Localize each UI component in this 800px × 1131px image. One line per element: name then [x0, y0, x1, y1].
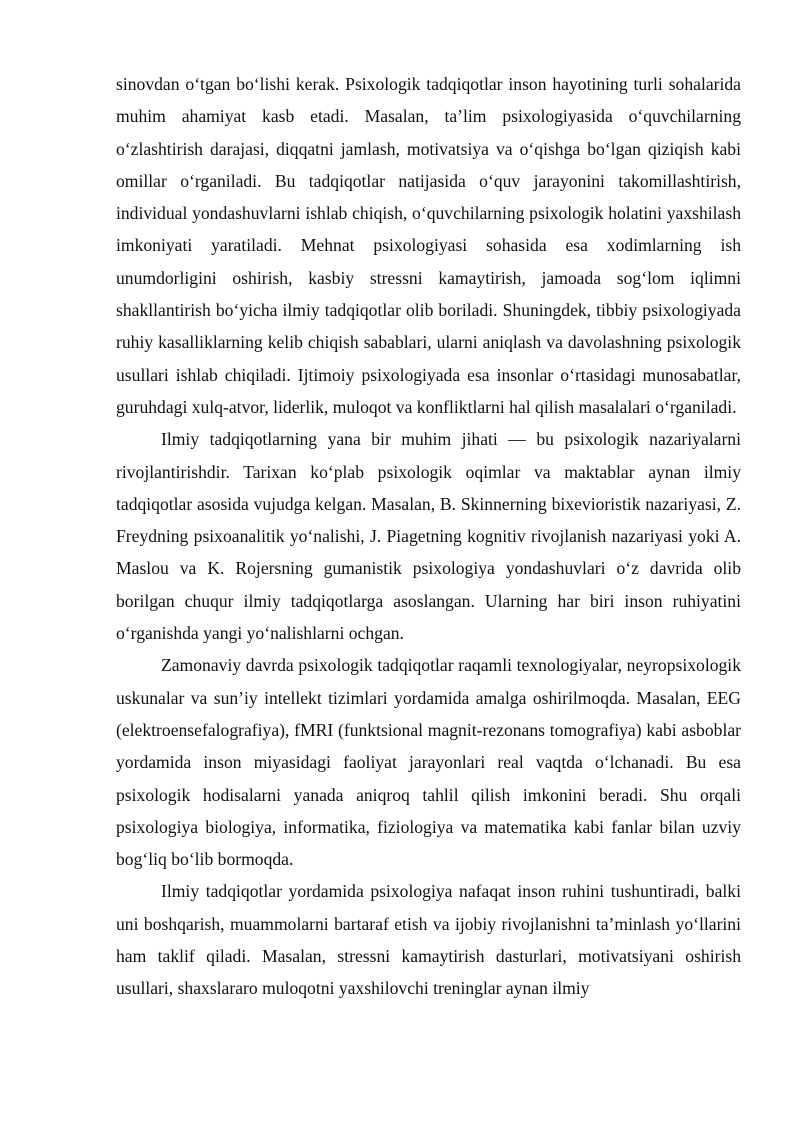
paragraph-3: Zamonaviy davrda psixologik tadqiqotlar raqamli texnologiyalar, neyropsixologik uskunalar va sun’iy intellekt tizimlari yordamida amalga oshirilmoqda. Masalan, EEG (elektroensefalografiya), fMRI (funktsional magnit-rezonans tomografiya) kabi asboblar yordamida inson miyasidagi faoliyat jarayonlari real vaqtda o‘lchanadi. Bu esa psixologik hodisalarni yanada aniqroq tahlil qilish imkonini beradi. Shu orqali psixologiya biologiya, informatika, fiziologiya va matematika kabi fanlar bilan uzviy bog‘liq bo‘lib bormoqda.: [116, 655, 741, 870]
paragraph-2: Ilmiy tadqiqotlarning yana bir muhim jihati — bu psixologik nazariyalarni rivojlantirishdir. Tarixan ko‘plab psixologik oqimlar va maktablar aynan ilmiy tadqiqotlar asosida vujudga kelgan. Masalan, B. Skinnerning bixevioristik nazariyasi, Z. Freydning psixoanalitik yo‘nalishi, J. Piagetning kognitiv rivojlanish nazariyasi yoki A. Maslou va K. Rojersning gumanistik psixologiya yondashuvlari o‘z davrida olib borilgan chuqur ilmiy tadqiqotlarga asoslangan. Ularning har biri inson ruhiyatini o‘rganishda yangi yo‘nalishlarni ochgan.: [116, 429, 741, 644]
paragraph-4: Ilmiy tadqiqotlar yordamida psixologiya nafaqat inson ruhini tushuntiradi, balki uni boshqarish, muammolarni bartaraf etish va ijobiy rivojlanishni ta’minlash yo‘llarini ham taklif qiladi. Masalan, stressni kamaytirish dasturlari, motivatsiyani oshirish usullari, shaxslararo muloqotni yaxshilovchi treninglar aynan ilmiy: [116, 881, 741, 999]
paragraph-1: sinovdan o‘tgan bo‘lishi kerak. Psixologik tadqiqotlar inson hayotining turli sohalarida muhim ahamiyat kasb etadi. Masalan, ta’lim psixologiyasida o‘quvchilarning o‘zlashtirish darajasi, diqqatni jamlash, motivatsiya va o‘qishga bo‘lgan qiziqish kabi omillar o‘rganiladi. Bu tadqiqotlar natijasida o‘quv jarayonini takomillashtirish, individual yondashuvlarni ishlab chiqish, o‘quvchilarning psixologik holatini yaxshilash imkoniyati yaratiladi. Mehnat psixologiyasi sohasida esa xodimlarning ish unumdorligini oshirish, kasbiy stressni kamaytirish, jamoada sog‘lom iqlimni shakllantirish bo‘yicha ilmiy tadqiqotlar olib boriladi. Shuningdek, tibbiy psixologiyada ruhiy kasalliklarning kelib chiqish sabablari, ularni aniqlash va davolashning psixologik usullari ishlab chiqiladi. Ijtimoiy psixologiyada esa insonlar o‘rtasidagi munosabatlar, guruhdagi xulq-atvor, liderlik, muloqot va konfliktlarni hal qilish masalalari o‘rganiladi.: [116, 74, 741, 417]
document-page: [116, 68, 741, 1005]
